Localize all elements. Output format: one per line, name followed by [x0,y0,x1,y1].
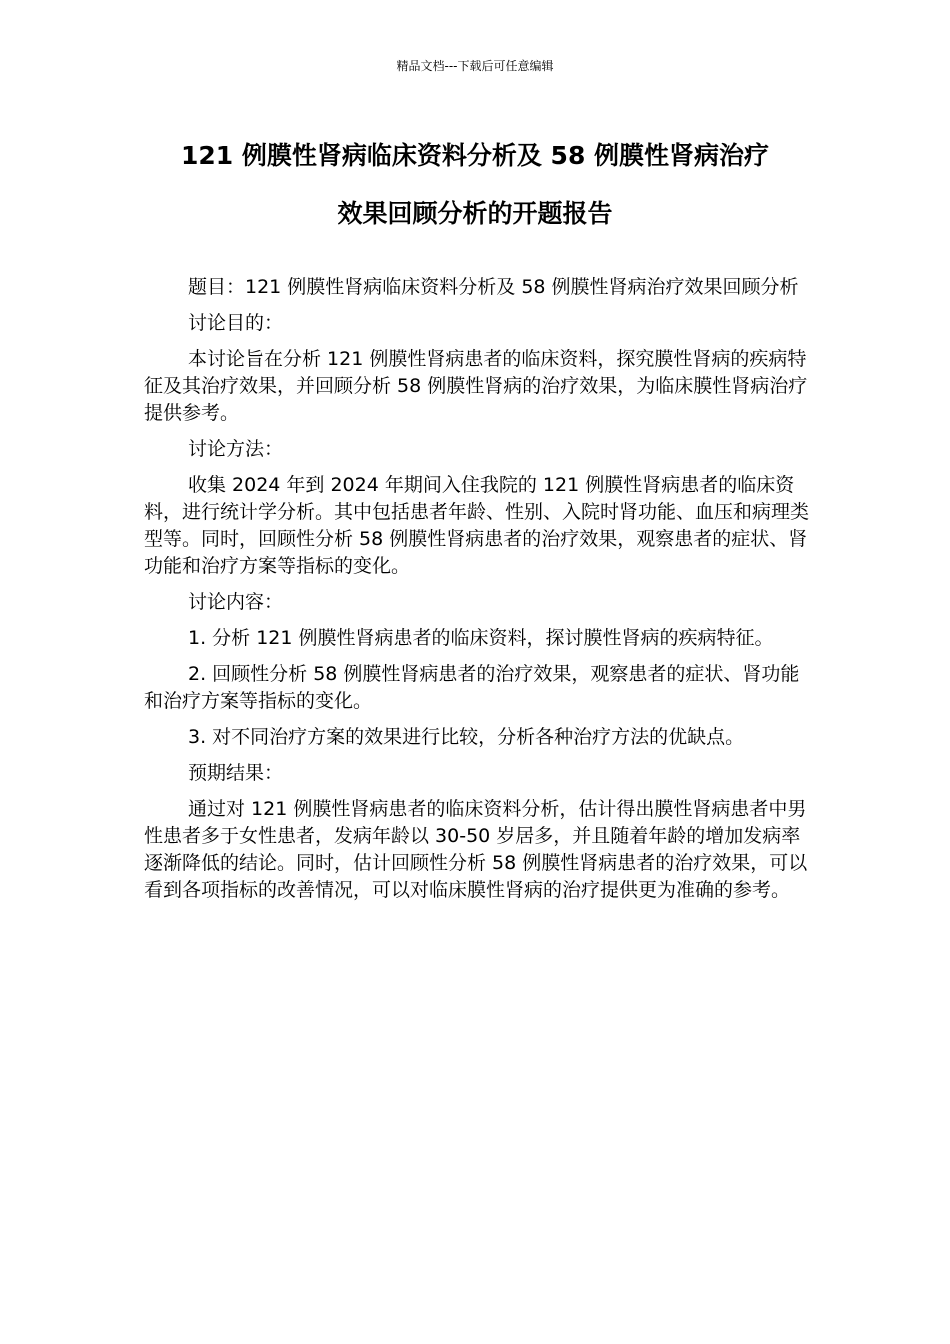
list-item-2: 2. 回顾性分析 58 例膜性肾病患者的治疗效果，观察患者的症状、肾功能和治疗方案等指标的变化。 [144,663,800,712]
paragraph-method: 收集 2024 年到 2024 年期间入住我院的 121 例膜性肾病患者的临床资料，进行统计学分析。其中包括患者年龄、性别、入院时肾功能、血压和病理类型等。同时，回顾性分析 58 例膜性肾病患者的治疗效果，观察患者的症状、肾功能和治疗方案等指标的变化。 [144,474,810,577]
header-note: 精品文档---下载后可任意编辑 [396,59,554,73]
heading-content: 讨论内容： [188,591,284,613]
list-item-3: 3. 对不同治疗方案的效果进行比较，分析各种治疗方法的优缺点。 [188,726,745,748]
document-body [144,274,816,913]
document-title-line-2: 效果回顾分析的开题报告 [337,199,613,228]
paragraph-purpose: 本讨论旨在分析 121 例膜性肾病患者的临床资料，探究膜性肾病的疾病特征及其治疗效果，并回顾分析 58 例膜性肾病的治疗效果，为临床膜性肾病治疗提供参考。 [144,348,808,424]
paragraph-topic: 题目：121 例膜性肾病临床资料分析及 58 例膜性肾病治疗效果回顾分析 [188,276,799,298]
heading-expected-results: 预期结果： [188,762,284,784]
document-title-line-1: 121 例膜性肾病临床资料分析及 58 例膜性肾病治疗 [180,141,770,170]
paragraph-expected-results: 通过对 121 例膜性肾病患者的临床资料分析，估计得出膜性肾病患者中男性患者多于女性患者，发病年龄以 30-50 岁居多，并且随着年龄的增加发病率逐渐降低的结论。同时，估计回顾性分析 58 例膜性肾病患者的治疗效果，可以看到各项指标的改善情况，可以对临床膜性肾病的治疗提供更为准确的参考。 [144,798,808,901]
list-item-1: 1. 分析 121 例膜性肾病患者的临床资料，探讨膜性肾病的疾病特征。 [188,627,774,649]
heading-purpose: 讨论目的： [188,312,284,334]
heading-method: 讨论方法： [188,438,284,460]
